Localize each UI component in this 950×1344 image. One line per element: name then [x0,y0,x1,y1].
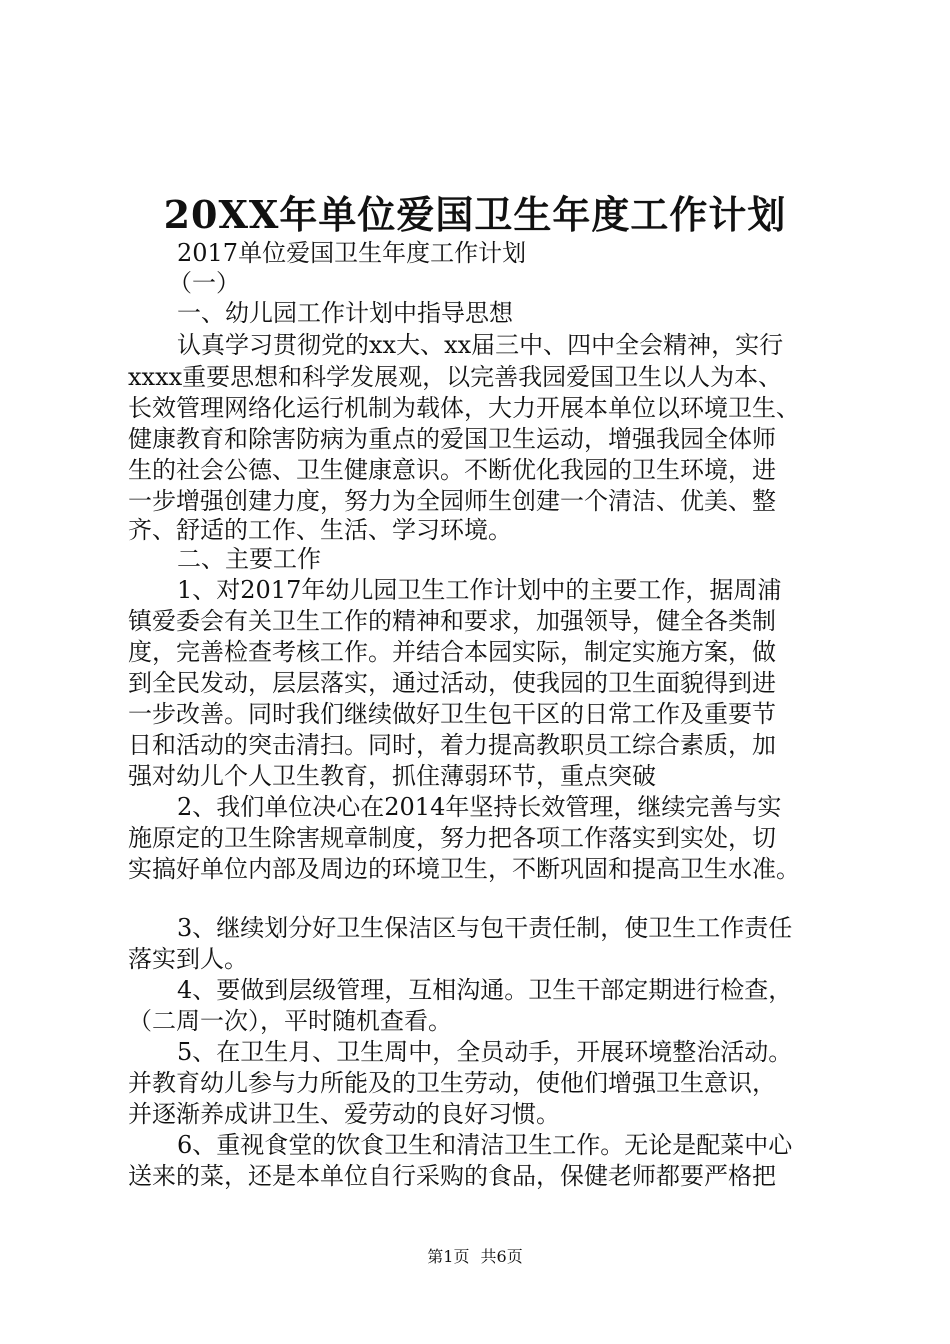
page-total: 共6页 [480,1247,523,1266]
paragraph-line: 施原定的卫生除害规章制度，努力把各项工作落实到实处，切 [128,824,776,852]
paragraph-line: 镇爱委会有关卫生工作的精神和要求，加强领导，健全各类制 [128,607,776,635]
paragraph-line: 认真学习贯彻党的xx大、xx届三中、四中全会精神，实行 [177,331,784,359]
paragraph-line: 1、对2017年幼儿园卫生工作计划中的主要工作，据周浦 [177,576,782,604]
paragraph-line: 落实到人。 [128,945,248,973]
paragraph-line: 度，完善检查考核工作。并结合本园实际，制定实施方案，做 [128,638,776,666]
paragraph-line: 强对幼儿个人卫生教育，抓住薄弱环节，重点突破 [128,762,656,790]
paragraph-line: 实搞好单位内部及周边的环境卫生，不断巩固和提高卫生水准。 [128,855,800,883]
page-number: 第1页 [427,1247,470,1266]
paragraph-line: 并教育幼儿参与力所能及的卫生劳动，使他们增强卫生意识， [128,1069,776,1097]
paragraph-line: 并逐渐养成讲卫生、爱劳动的良好习惯。 [128,1100,560,1128]
paragraph-line: 5、在卫生月、卫生周中，全员动手，开展环境整治活动。 [177,1038,793,1066]
paragraph-line: 6、重视食堂的饮食卫生和清洁卫生工作。无论是配菜中心 [177,1131,793,1159]
paragraph-line: 一步改善。同时我们继续做好卫生包干区的日常工作及重要节 [128,700,776,728]
paragraph-line: 到全民发动，层层落实，通过活动，使我园的卫生面貌得到进 [128,669,776,697]
paragraph-line: 4、要做到层级管理，互相沟通。卫生干部定期进行检查， [177,976,793,1004]
subtitle-line: 2017单位爱国卫生年度工作计划 [177,239,527,267]
paragraph-line: 日和活动的突击清扫。同时，着力提高教职员工综合素质，加 [128,731,776,759]
paragraph-line: xxxx重要思想和科学发展观，以完善我园爱国卫生以人为本、 [128,363,783,391]
paragraph-line: 生的社会公德、卫生健康意识。不断优化我园的卫生环境，进 [128,456,776,484]
paragraph-line: 3、继续划分好卫生保洁区与包干责任制，使卫生工作责任 [177,914,793,942]
paragraph-line: 长效管理网络化运行机制为载体，大力开展本单位以环境卫生、 [128,394,800,422]
paragraph-line: 一步增强创建力度，努力为全园师生创建一个清洁、优美、整 [128,487,776,515]
heading-guiding-thought: 一、幼儿园工作计划中指导思想 [177,299,513,327]
paragraph-line: 齐、舒适的工作、生活、学习环境。 [128,516,512,544]
section-marker: （一） [168,269,240,297]
page-footer [0,1244,950,1267]
paragraph-line: 健康教育和除害防病为重点的爱国卫生运动，增强我园全体师 [128,425,776,453]
document-title: 20XX年单位爱国卫生年度工作计划 [163,192,787,237]
paragraph-line: 送来的菜，还是本单位自行采购的食品，保健老师都要严格把 [128,1162,776,1190]
paragraph-line: （二周一次），平时随机查看。 [128,1007,452,1035]
paragraph-line: 2、我们单位决心在2014年坚持长效管理，继续完善与实 [177,793,782,821]
heading-main-work: 二、主要工作 [177,545,321,573]
